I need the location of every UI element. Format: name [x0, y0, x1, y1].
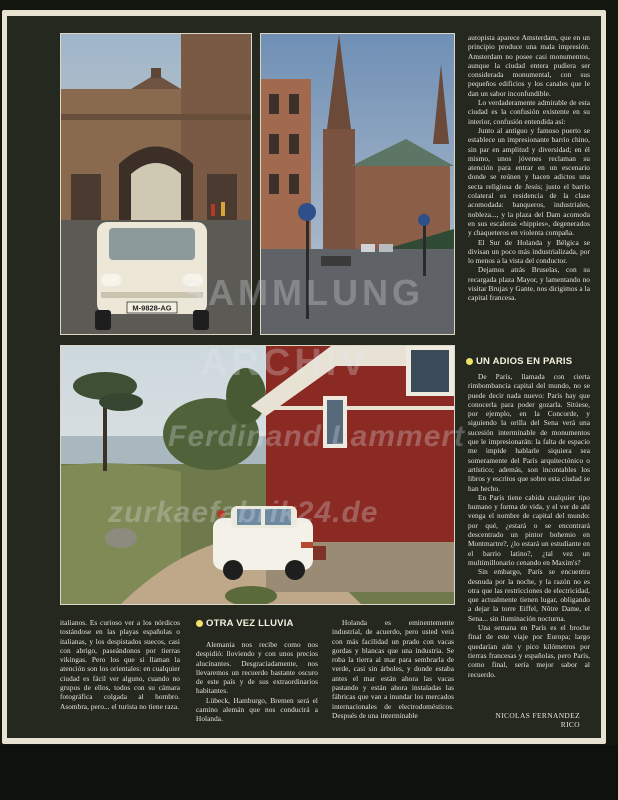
heading-text: OTRA VEZ LLUVIA [206, 618, 294, 629]
paragraph: Holanda es eminentemente industrial, de acuerdo, pero usted verá con más facilidad un prado con vacas gordas y blancas que una industria. Se roba la tierra al mar para sembrarla de verde, casi sin árboles, y donde estaba antes el mar están ahora las vacas pastando y están ahora instaladas las fábricas que van a inundar los mercados internacionales de electrodomésticos. Después de una interminable [332, 618, 454, 720]
heading-paris [466, 356, 572, 367]
license-plate-text: M-9828-AG [132, 303, 172, 313]
column-holanda [332, 618, 454, 728]
paragraph: De París, llamada con cierta rimbombancia capital del mundo, no se puede decir nada nuevo: París hay que conocerla para poder gozarla. Sitúese, por ejemplo, en la Concorde, y siguiendo la orilla del Sena verá una sucesión interminable de monumentos que le impresionarán: la falta de espacio me impide hablarle siquiera sea someramente del París arquitectónico o artístico; además, son incontables los libros y escritos que sobre esta ciudad se han hecho. [468, 372, 590, 493]
column-right-top [468, 33, 590, 343]
paragraph: Lo verdaderamente admirable de esta ciudad es la confusión existente en su interior, confusión entendida así: [468, 98, 590, 126]
signature-line: NICOLAS FERNANDEZ [495, 711, 580, 720]
paragraph: El Sur de Holanda y Bélgica se divisan un poco más industrializada, por lo menos a la vista del conductor. [468, 237, 590, 266]
bullet-dot [196, 620, 203, 627]
paragraph: Lübeck, Hamburgo, Bremen será el camino alemán que nos conducirá a Holanda. [196, 695, 318, 724]
signature-line: RICO [560, 720, 580, 729]
paragraph: autopista aparece Amsterdam, que en un principio produce una mala impresión. Amsterdam no posee casi monumentos, aunque la ciudad entera pudiera ser considerada monumental, con sus pequeños edificios y los canales que le dan un sabor inconfundible. [468, 33, 590, 98]
heading-text: UN ADIOS EN PARIS [476, 356, 573, 367]
photo-coast-red-house [60, 345, 455, 605]
bottom-strip [0, 745, 618, 800]
paragraph: Dejamos atrás Bruselas, con su recargada plaza Mayor, y lamentando no visitar Brujas y Gante, nos dirigimos a la capital francesa. [468, 265, 590, 303]
watermark-site: zurkaefabrik24.de [108, 496, 379, 529]
heading-lluvia [196, 618, 294, 629]
paragraph: Alemania nos recibe como nos despidió: lloviendo y con unos precios alucinantes. Desgraciadamente, nos llevaremos un recuerdo bastante oscuro de este país y de sus extraordinarios habitantes. [196, 640, 318, 696]
watermark-name: Ferdinand Lammert [168, 420, 466, 453]
column-paris [468, 372, 590, 694]
paragraph: Junto al antiguo y famoso puerto se establece un impresionante barrio chino, sin par en amplitud y diversidad; en él mismo, unos jóvenes reclaman su atención para entrar en un escenario donde se reúnen y hacen adictos una secta religiosa de Jesús; justo el barrio colateral es residencia de la clase acomodada: banqueros, industriales, nobleza..., y la plaza del Dam acomoda en sus escaleras «hippies», degenerados y chaqueteros en violenta compaña. [468, 125, 590, 238]
paragraph: Una semana en París es el broche final de este viaje por Europa; largo quedarían aún y pico kilómetros por tierras francesas y españolas, pero París, como final, sería mejor sabor al recuerdo. [468, 623, 590, 679]
paragraph: italianos. Es curioso ver a los nórdicos tostándose en las playas españolas o italianas, y los despistados suecos, casi con abrigo, paseándonos por tierras vikingas. Pero los que si llaman la atención son los orientales: en cualquier ciudad es fácil ver alguno, cuando no grupos de ellos, todos con su cámara fotográfica colgada al hombro. Asombra, pero... el turista no tiene raza. [60, 618, 180, 711]
photo-church-street [260, 33, 455, 335]
photo-archway-car [60, 33, 252, 335]
column-bottom-left [60, 618, 180, 728]
paragraph: En París tiene cabida cualquier tipo humano y forma de vida, y el ver de ahí venga el nombre de capital del mundo: por qué, ¿estará o se encontrará descentrado un pintor bohemio en Montmartre?, ¿lo estará un estudiante en el barrio latino?, ¿tal vez un multimillonario cenando en Maxim's? [468, 492, 590, 567]
watermark-sammlung: SAMMLUNG [180, 272, 424, 313]
column-lluvia [196, 640, 318, 730]
author-signature [470, 711, 580, 729]
paragraph: Sin embargo, París se encuentra desnuda por la noche, y la razón no es otra que las restricciones de electricidad, que actualmente tienen lugar, obligando a dejar la torre Eiffel, Nôtre Dame, el Sena... sin iluminación nocturna. [468, 567, 590, 623]
watermark-archiv: ARCHIV [200, 342, 370, 384]
bullet-dot [466, 358, 473, 365]
